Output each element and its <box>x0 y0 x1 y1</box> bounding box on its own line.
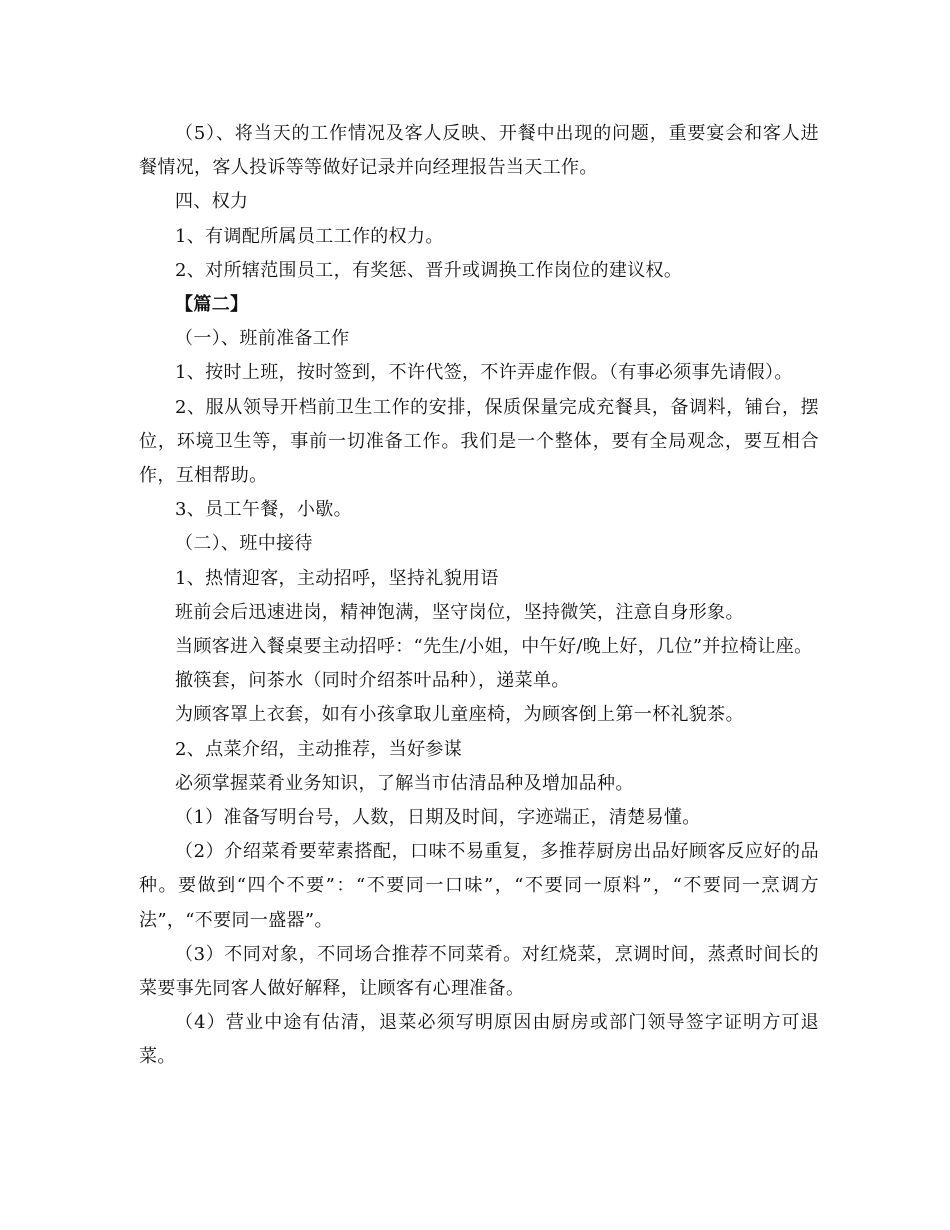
paragraph-ordering-item-1: （1）准备写明台号，人数，日期及时间，字迹端正，清楚易懂。 <box>175 807 701 829</box>
paragraph-authority-1: 1、有调配所属员工工作的权力。 <box>175 225 444 247</box>
paragraph-reception-1: 1、热情迎客，主动招呼，坚持礼貌用语 <box>175 567 499 589</box>
paragraph-ordering-item-2: （2）介绍菜肴要荤素搭配，口味不易重复，多推荐厨房出品好顾客反应好的品种。要做到“四个不要”：“不要同一口味”，“不要同一原料”，“不要同一烹调方法”，“不要同一盛器”。 <box>139 841 819 931</box>
paragraph-reception-greeting: 当顾客进入餐桌要主动招呼：“先生/小姐，中午好/晚上好，几位”并拉椅让座。 <box>175 636 813 658</box>
paragraph-pre-shift-1: 1、按时上班，按时签到，不许代签，不许弄虚作假。（有事必须事先请假）。 <box>175 362 793 384</box>
paragraph-reception-post: 班前会后迅速进岗，精神饱满，坚守岗位，坚持微笑，注意自身形象。 <box>175 601 744 623</box>
chapter-heading-part-two: 【篇二】 <box>175 294 249 316</box>
paragraph-reception-tea: 撤筷套，问茶水（同时介绍茶叶品种），递菜单。 <box>175 670 570 692</box>
paragraph-item-5-report: （5）、将当天的工作情况及客人反映、开餐中出现的问题，重要宴会和客人进餐情况，客人投诉等等做好记录并向经理报告当天工作。 <box>139 123 819 179</box>
paragraph-authority-2: 2、对所辖范围员工，有奖惩、晋升或调换工作岗位的建议权。 <box>175 259 683 281</box>
paragraph-pre-shift-2: 2、服从领导开档前卫生工作的安排，保质保量完成充餐具，备调料，铺台，摆位，环境卫生等，事前一切准备工作。我们是一个整体，要有全局观念，要互相合作，互相帮助。 <box>139 396 819 487</box>
paragraph-reception-cover: 为顾客罩上衣套，如有小孩拿取儿童座椅，为顾客倒上第一杯礼貌茶。 <box>175 704 744 726</box>
paragraph-ordering-2: 2、点菜介绍，主动推荐，当好参谋 <box>175 738 463 760</box>
paragraph-pre-shift-3: 3、员工午餐，小歇。 <box>175 499 352 521</box>
section-heading-authority: 四、权力 <box>175 191 249 213</box>
paragraph-ordering-item-3: （3）不同对象，不同场合推荐不同菜肴。对红烧菜，烹调时间，蒸煮时间长的菜要事先同客人做好解释，让顾客有心理准备。 <box>139 943 819 1000</box>
paragraph-ordering-knowledge: 必须掌握菜肴业务知识，了解当市估清品种及增加品种。 <box>175 772 634 794</box>
section-heading-reception: （二）、班中接待 <box>175 533 313 555</box>
document-body <box>139 117 819 1075</box>
paragraph-ordering-item-4: （4）营业中途有估清，退菜必须写明原因由厨房或部门领导签字证明方可退菜。 <box>139 1012 819 1068</box>
section-heading-pre-shift: （一）、班前准备工作 <box>175 328 350 350</box>
